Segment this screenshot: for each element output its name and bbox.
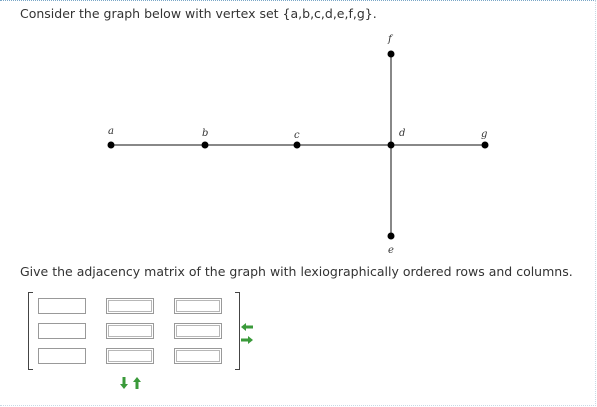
matrix-cell-1-1[interactable] <box>38 298 86 314</box>
vertex-label-d: d <box>399 128 406 139</box>
instruction-text: Give the adjacency matrix of the graph with lexiographically ordered rows and columns. <box>20 264 573 279</box>
add-column-button[interactable] <box>240 331 254 343</box>
remove-row-button[interactable] <box>132 375 142 389</box>
vertex-f <box>388 51 395 58</box>
vertex-label-f: f <box>388 34 392 45</box>
matrix-cell-3-2[interactable] <box>106 348 154 364</box>
vertex-label-a: a <box>108 126 114 137</box>
vertex-g <box>482 142 489 149</box>
arrow-right-icon <box>240 334 254 346</box>
question-text: Consider the graph below with vertex set {a,b,c,d,e,f,g}. <box>20 6 377 21</box>
vertex-b <box>202 142 209 149</box>
matrix-cell-2-3[interactable] <box>174 323 222 339</box>
arrow-up-icon <box>132 376 142 390</box>
matrix-cell-3-3[interactable] <box>174 348 222 364</box>
matrix-cell-2-1[interactable] <box>38 323 86 339</box>
matrix-cell-1-3[interactable] <box>174 298 222 314</box>
arrow-down-icon <box>119 376 129 390</box>
matrix-cell-3-1[interactable] <box>38 348 86 364</box>
matrix-left-bracket <box>28 292 33 370</box>
vertex-label-c: c <box>294 130 300 141</box>
matrix-cell-1-2[interactable] <box>106 298 154 314</box>
vertex-label-e: e <box>388 245 394 256</box>
matrix-cell-2-2[interactable] <box>106 323 154 339</box>
vertex-a <box>108 142 115 149</box>
adjacency-matrix-input <box>28 292 240 370</box>
add-row-button[interactable] <box>119 375 129 389</box>
vertex-label-b: b <box>202 128 209 139</box>
vertex-e <box>388 233 395 240</box>
vertex-d <box>388 142 395 149</box>
vertex-label-g: g <box>481 129 488 140</box>
vertex-c <box>294 142 301 149</box>
remove-column-button[interactable] <box>240 318 254 330</box>
